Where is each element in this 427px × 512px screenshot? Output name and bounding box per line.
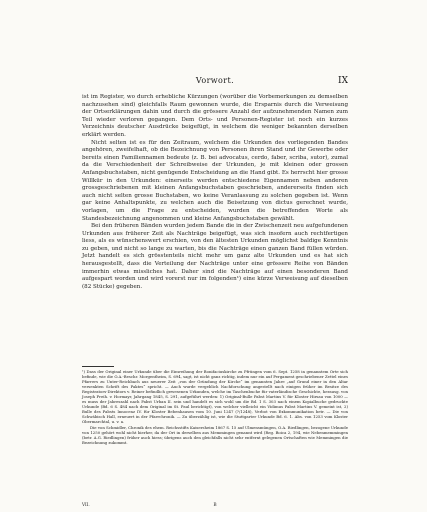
page-number: IX bbox=[338, 76, 348, 86]
signature-mark: VII. bbox=[82, 502, 90, 507]
paragraph: Nicht selten ist es für den Zeitraum, welchem die Urkunden des vorliegenden Bandes angehören, zweifelhaft, ob die Bezeichnung von Personen ihren Stand und ihr Gewerbe oder bereits einen Familiennamen bedeute (z. B. bei advocatus, cerdo, faber, scriba, sutor), zumal da die Verschiedenheit der Schreibweise der Urkunden, je mit kleinen oder grossen Anfangsbuchstaben, nicht genügende Entscheidung an die Hand gibt. Es herrscht hier grosse Willkür in den Urkunden: einerseits werden entschiedene Eigennamen neben anderen grossgeschriebenen mit kleinen Anfangsbuchstaben geschrieben, andererseits finden sich auch nicht selten grosse Buchstaben, wo keine Veranlassung zu solchen gegeben ist. Wenn gar keine Anhaltspunkte, zu welchen auch die Beisetzung von dictus gerechnet wurde, vorlagen, um die Frage zu entscheiden, wurden die betreffenden Worte als Standesbezeichnung angenommen und kleine Anfangsbuchstaben gewählt. bbox=[82, 139, 348, 222]
footnote-rule bbox=[82, 366, 114, 367]
paragraph: Bei den früheren Bänden wurden jedem Bande die in der Zwischenzeit neu aufgefundenen Urkunden aus früherer Zeit als Nachträge beigefügt, was sich insofern auch rechtfertigen liess, als es wünschenswert erschien, von den ältesten Urkunden möglichst baldige Kenntnis zu geben, und nicht so lange zu warten, bis die Nachträge einen ganzen Band füllen würden. Jetzt handelt es sich grösstenteils nicht mehr um ganz alte Urkunden und es hat sich herausgestellt, dass die Verteilung der Nachträge unter eine grössere Reihe von Bänden immerhin etwas missliches hat. Daher sind die Nachträge auf einen besonderen Band aufgespart worden und wird vorerst nur im folgenden¹) eine kürze Verweisung auf dieselben (82 Stücke) gegeben. bbox=[82, 223, 348, 290]
footnote: ¹) Dass der Original einer Urkunde über die Einweihung der Bonifaciuskirche zu Pfrüngen vom 6. Sept. 1258 in genanntem Orte sich befinde, wie die O.A.-Beschr. Morgentheim, S. 694, sagt, ist nicht ganz richtig, indem nur ein auf Pergament geschriebener Zettel eines Pfarrers zu Unter-Reichbach aus neuerer Zeit „von der Gründung der Kirche“ im genannten Jahre „auf Grund einer in den Altar versenkten Schrift des Paktes“ spricht. — Auch wurde vergeblich Nachforschung angestellt nach einigen früher im Besitze des Registrators-Direktors v. Reiner befindlich gewesenen Urkunden, welche im Taschenbuche für vaterländische Geschichte, herausg. von Joseph Freih. v. Hormayr, Jahrgang 1845, S. 291, aufgeführt werden: 1) Original-Bulle Pabst Martins V. für Kloster Hirsau von 1000 — es muss der Jahreszahl nach Pabst Urban II. sein und handelt es sich wohl um die Bd. 1 S. 303 nach einem Kopialbuche gedruckte Urkunde (Bd. 6 S. 484 nach dem Original im St. Paul berichtigt), von welcher vielleicht ein Vidimus Pabst Martins V. gemeint ist, 2) Bulle des Pabsts Innocenz IV. für Kloster Bebenhausen vom 10. Juni 1247 (?/1248), Verbot von Exkommunikation betr. — Die von Schwäbisch Hall, erneuert in der Pfarrchronik. — Zu überzählig ist, wie die Stuttgarter Urkunde Bd. 6. 1. Abs. von 1253 vom Kloster Obermarchtal, u. v. a. bbox=[82, 369, 348, 425]
paragraph: ist im Register, wo durch erhebliche Kürzungen (worüber die Vorbemerkungen zu demselben nachzusehen sind) gleichfalls Raum gewonnen wurde, die Ersparnis durch die Verweisung der Ortserklärungen dahin und durch die grössere Anzahl der aufzunehmenden Namen zum Teil wieder verloren gegangen. Dem Orts- und Personen-Register ist noch ein kurzes Verzeichnis deutscher Ausdrücke beigefügt, in welchem die weniger bekannten derselben erklärt werden. bbox=[82, 94, 348, 138]
page-footer bbox=[82, 502, 348, 510]
sheet-marker: B bbox=[213, 502, 217, 507]
footnotes bbox=[82, 369, 348, 445]
running-header bbox=[82, 76, 348, 90]
body-text bbox=[82, 94, 348, 291]
running-title: Vorwort. bbox=[195, 76, 235, 85]
footnote: Die von Schmidler, Chronik des ehem. Reichsstifts Kaisersheim 1867 S. 15 auf Ulmensmüngen, O.A. Riedlingen, bezogene Urkunde von 1250 gehört wohl nicht hierher, da der Ort in derselben aus Memmingen genannt wird (Reg. Boica 2, 194, wie Nebenmemmingen (betr. A.G. Riedlingen) früher auch hiess; übrigens auch den gleichfalls nicht sehr entfernt gelegenen Ortschaften wie Memmingen die Bezeichnung zukommt. bbox=[82, 424, 348, 445]
